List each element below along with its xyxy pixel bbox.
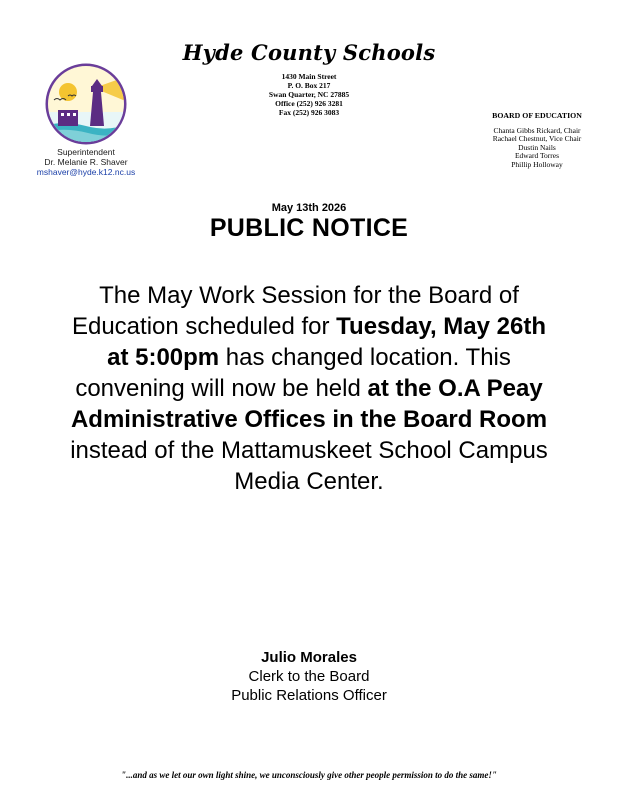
- signature-role: Clerk to the Board: [248, 668, 370, 685]
- signature-role: Public Relations Officer: [231, 687, 387, 704]
- board-member: Chanta Gibbs Rickard, Chair: [493, 125, 581, 135]
- notice-body-text: instead of the Mattamuskeet School Campus Media Center.: [70, 437, 548, 495]
- address-line: P. O. Box 217: [287, 81, 331, 90]
- address-line: Office (252) 926 3281: [275, 99, 343, 108]
- board-member: Edward Torres: [514, 151, 560, 161]
- board-member: Dustin Nails: [518, 142, 556, 152]
- notice-body: [62, 280, 556, 497]
- superintendent-title: Superintendent: [57, 147, 115, 157]
- signature-name: Julio Morales: [261, 649, 357, 666]
- board-of-education: [462, 112, 612, 170]
- address-line: Fax (252) 926 3083: [278, 108, 340, 117]
- notice-date: May 13th 2026: [271, 202, 347, 214]
- board-member: Phillip Holloway: [511, 159, 563, 169]
- notice-body-text: The May Work Session for the Board of Education scheduled for: [71, 282, 519, 340]
- address-line: Swan Quarter, NC 27885: [268, 90, 350, 99]
- signature-block: [0, 648, 618, 705]
- notice-title: PUBLIC NOTICE: [209, 214, 409, 242]
- school-name: Hyde County Schools: [182, 40, 436, 65]
- superintendent-name: Dr. Melanie R. Shaver: [44, 157, 128, 167]
- board-heading: BOARD OF EDUCATION: [492, 111, 582, 120]
- notice-body-text: has changed location. This convening will now be held: [75, 344, 511, 402]
- address-line: 1430 Main Street: [281, 72, 337, 81]
- notice-body-location: at the O.A Peay Administrative Offices in the Board Room: [70, 375, 548, 433]
- superintendent-block: [20, 147, 152, 177]
- board-member: Rachael Chestnut, Vice Chair: [492, 134, 582, 144]
- superintendent-email[interactable]: mshaver@hyde.k12.nc.us: [36, 167, 136, 177]
- footer-quote: "...and as we let our own light shine, we unconsciously give other people permission to do the same!": [121, 770, 497, 780]
- notice-body-date-time: Tuesday, May 26th at 5:00pm: [107, 313, 547, 371]
